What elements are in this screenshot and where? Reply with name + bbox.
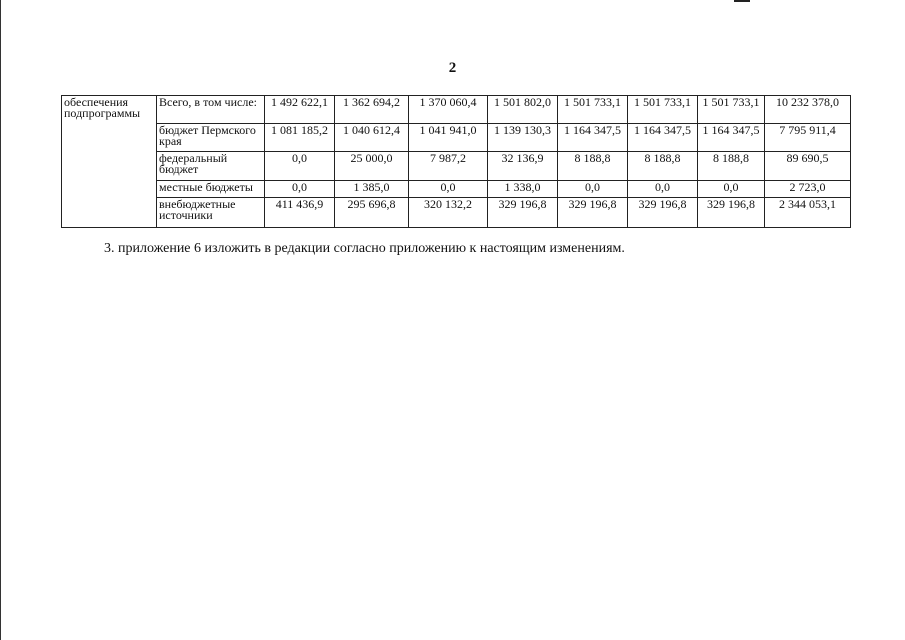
page-number: 2	[448, 60, 457, 76]
row-label: местные бюджеты	[159, 180, 253, 194]
table-cell: 1 385,0	[335, 181, 409, 198]
table-cell: 0,0	[265, 152, 335, 181]
table-row	[62, 181, 851, 198]
row-label-cell	[157, 181, 265, 198]
table-cell-total: 10 232 378,0	[765, 96, 851, 124]
table-cell: 25 000,0	[335, 152, 409, 181]
table-cell: 1 041 941,0	[409, 124, 488, 152]
table-cell: 1 501 733,1	[558, 96, 628, 124]
row-label-cell	[157, 198, 265, 228]
table-cell: 329 196,8	[558, 198, 628, 228]
table-cell: 329 196,8	[698, 198, 765, 228]
table-cell: 411 436,9	[265, 198, 335, 228]
table-cell: 7 987,2	[409, 152, 488, 181]
top-edge-mark	[734, 0, 750, 2]
table-row	[62, 198, 851, 228]
table-cell: 1 338,0	[488, 181, 558, 198]
table-cell: 32 136,9	[488, 152, 558, 181]
table-cell: 0,0	[628, 181, 698, 198]
table-cell: 1 139 130,3	[488, 124, 558, 152]
table-cell: 320 132,2	[409, 198, 488, 228]
section-label-cell	[62, 96, 157, 228]
instruction-paragraph: 3. приложение 6 изложить в редакции согласно приложению к настоящим изменениям.	[104, 241, 625, 256]
table-row	[62, 152, 851, 181]
table-cell: 0,0	[698, 181, 765, 198]
table-cell: 1 164 347,5	[628, 124, 698, 152]
table-cell-total: 89 690,5	[765, 152, 851, 181]
table-cell: 1 501 733,1	[628, 96, 698, 124]
table-cell: 8 188,8	[628, 152, 698, 181]
row-label: внебюджетные источники	[159, 197, 236, 222]
table-cell: 329 196,8	[488, 198, 558, 228]
table-row	[62, 96, 851, 124]
table-cell: 0,0	[409, 181, 488, 198]
table-cell: 0,0	[265, 181, 335, 198]
row-label: федеральный бюджет	[159, 151, 228, 176]
table-cell: 1 501 733,1	[698, 96, 765, 124]
table-row	[62, 124, 851, 152]
table-cell: 1 492 622,1	[265, 96, 335, 124]
row-label-cell	[157, 124, 265, 152]
table-cell: 1 040 612,4	[335, 124, 409, 152]
table-cell-total: 2 344 053,1	[765, 198, 851, 228]
table-cell: 1 501 802,0	[488, 96, 558, 124]
row-label: бюджет Пермского края	[159, 123, 256, 148]
table-cell: 1 081 185,2	[265, 124, 335, 152]
table-cell: 329 196,8	[628, 198, 698, 228]
row-label: Всего, в том числе:	[159, 95, 257, 109]
table-cell: 1 164 347,5	[698, 124, 765, 152]
table-cell: 1 370 060,4	[409, 96, 488, 124]
budget-table	[61, 95, 851, 228]
section-label: обеспечения подпрограммы	[64, 95, 141, 120]
table-cell-total: 7 795 911,4	[765, 124, 851, 152]
row-label-cell	[157, 152, 265, 181]
row-label-cell	[157, 96, 265, 124]
table-cell-total: 2 723,0	[765, 181, 851, 198]
table-cell: 8 188,8	[558, 152, 628, 181]
table-cell: 0,0	[558, 181, 628, 198]
page-left-border	[0, 0, 1, 640]
table-cell: 1 164 347,5	[558, 124, 628, 152]
table-cell: 8 188,8	[698, 152, 765, 181]
table-cell: 295 696,8	[335, 198, 409, 228]
table-cell: 1 362 694,2	[335, 96, 409, 124]
